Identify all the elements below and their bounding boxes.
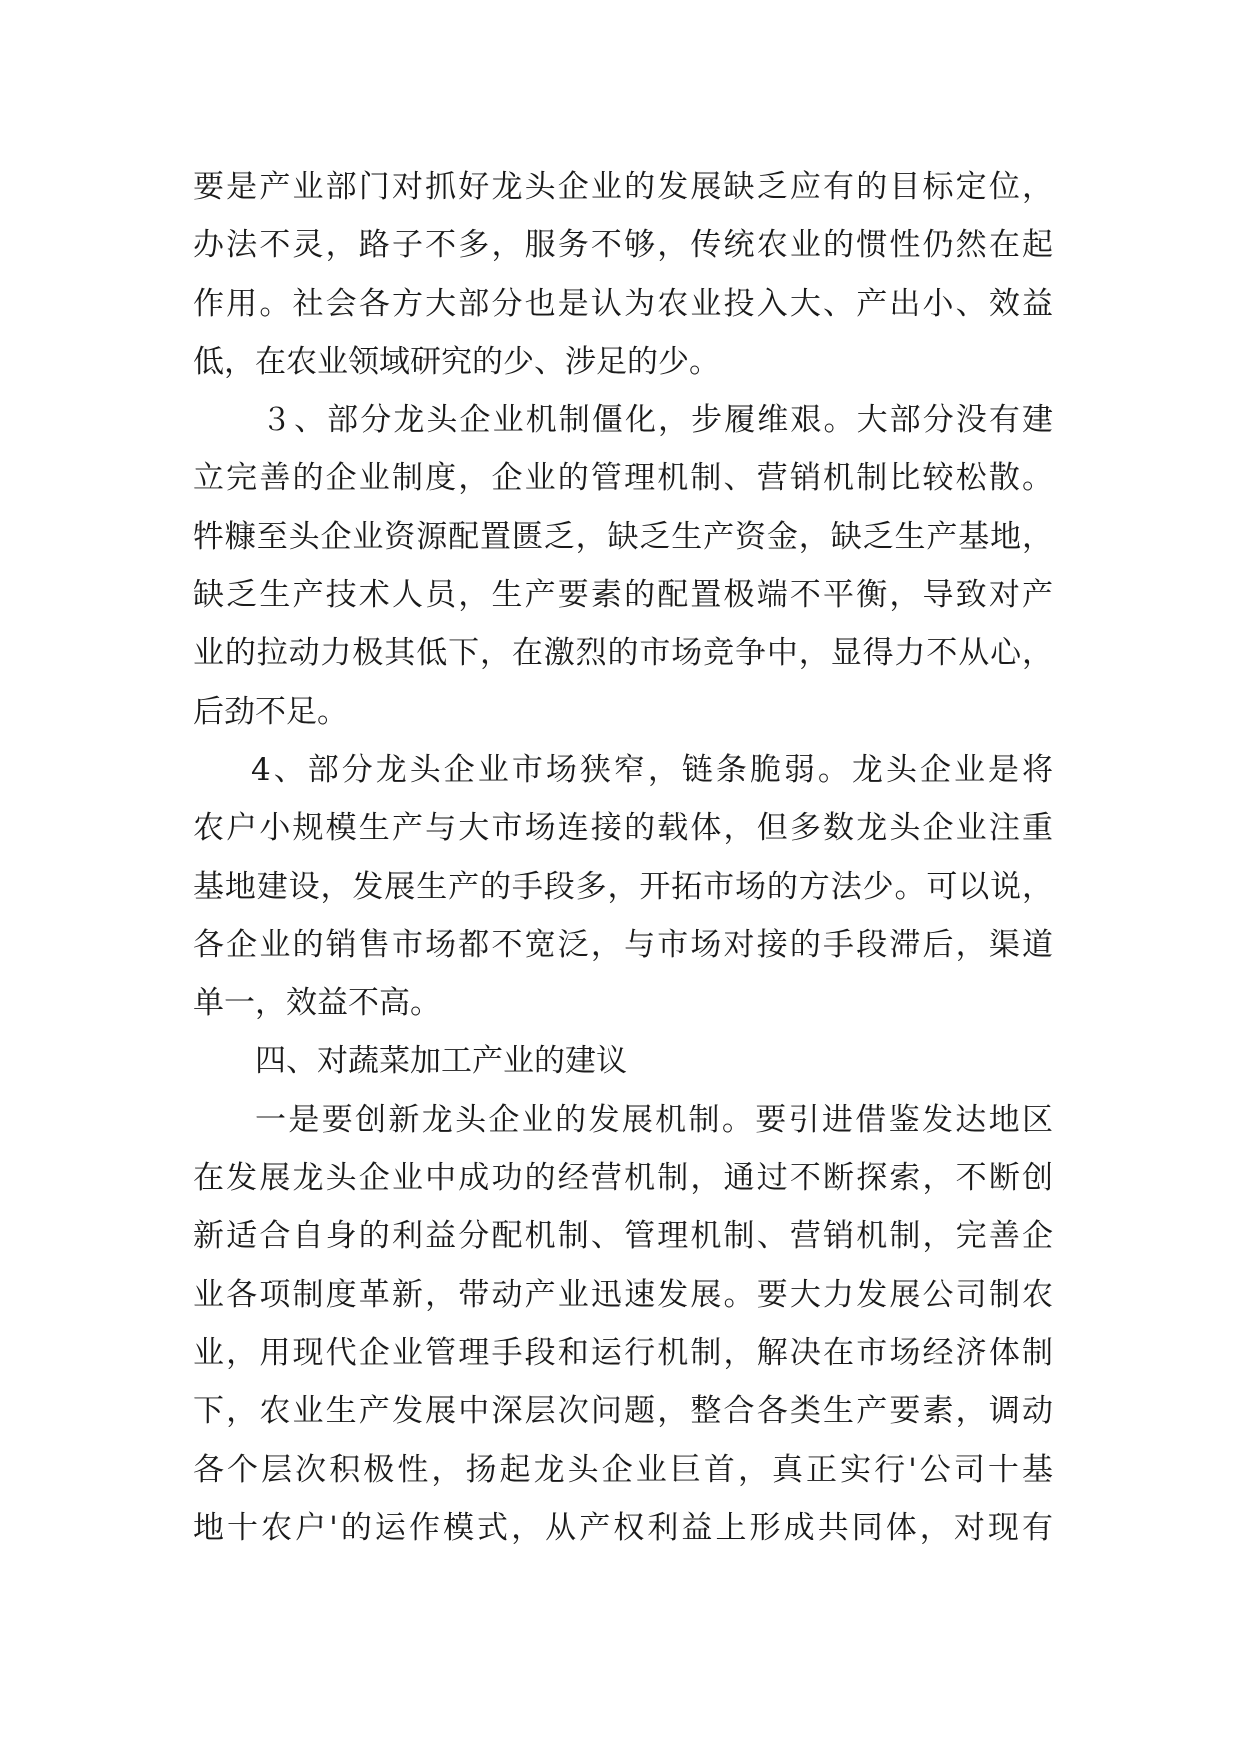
text-line: 业，用现代企业管理手段和运行机制，解决在市场经济体制: [193, 1334, 1053, 1371]
text-line: 要是产业部门对抓好龙头企业的发展缺乏应有的目标定位，: [193, 169, 1053, 205]
text-line: 农户小规模生产与大市场连接的载体，但多数龙头企业注重: [193, 810, 1053, 847]
text-line: 单一，效益不高。: [193, 985, 441, 1022]
section-heading-3: ３、部分龙头企业机制僵化，步履维艰。大部分没有建: [261, 402, 1053, 439]
text-line: 作用。社会各方大部分也是认为农业投入大、产出小、效益: [193, 285, 1053, 322]
document-body: [193, 158, 1053, 1557]
text-line: 地十农户'的运作模式，从产权利益上形成共同体，对现有: [193, 1509, 1053, 1546]
text-line: 立完善的企业制度，企业的管理机制、营销机制比较松散。: [193, 460, 1053, 497]
text-line: 业各项制度革新，带动产业迅速发展。要大力发展公司制农: [193, 1276, 1053, 1313]
text-line: 各企业的销售市场都不宽泛，与市场对接的手段滞后，渠道: [193, 926, 1053, 963]
text-line: 在发展龙头企业中成功的经营机制，通过不断探索，不断创: [193, 1160, 1053, 1197]
text-line: 缺乏生产技术人员，生产要素的配置极端不平衡，导致对产: [193, 577, 1053, 614]
text-line: 办法不灵，路子不多，服务不够，传统农业的惯性仍然在起: [193, 227, 1053, 264]
text-line: 下，农业生产发展中深层次问题，整合各类生产要素，调动: [193, 1393, 1053, 1430]
text-line: 低，在农业领域研究的少、涉足的少。: [193, 343, 720, 380]
text-line: 基地建设，发展生产的手段多，开拓市场的方法少。可以说，: [193, 868, 1053, 905]
text-line: 新适合自身的利益分配机制、管理机制、营销机制，完善企: [193, 1218, 1053, 1255]
text-line: 一是要创新龙头企业的发展机制。要引进借鉴发达地区: [255, 1101, 1053, 1138]
text-line: 牪糠至头企业资源配置匮乏，缺乏生产资金，缺乏生产基地，: [193, 518, 1053, 555]
text-line: 业的拉动力极其低下，在激烈的市场竞争中，显得力不从心，: [193, 635, 1053, 672]
chapter-heading: 四、对蔬菜加工产业的建议: [255, 1043, 627, 1080]
text-line: 各个层次积极性，扬起龙头企业巨首，真正实行'公司十基: [193, 1451, 1053, 1488]
section-heading-4: 4、部分龙头企业市场狭窄，链条脆弱。龙头企业是将: [251, 751, 1053, 788]
text-line: 后劲不足。: [193, 693, 348, 730]
